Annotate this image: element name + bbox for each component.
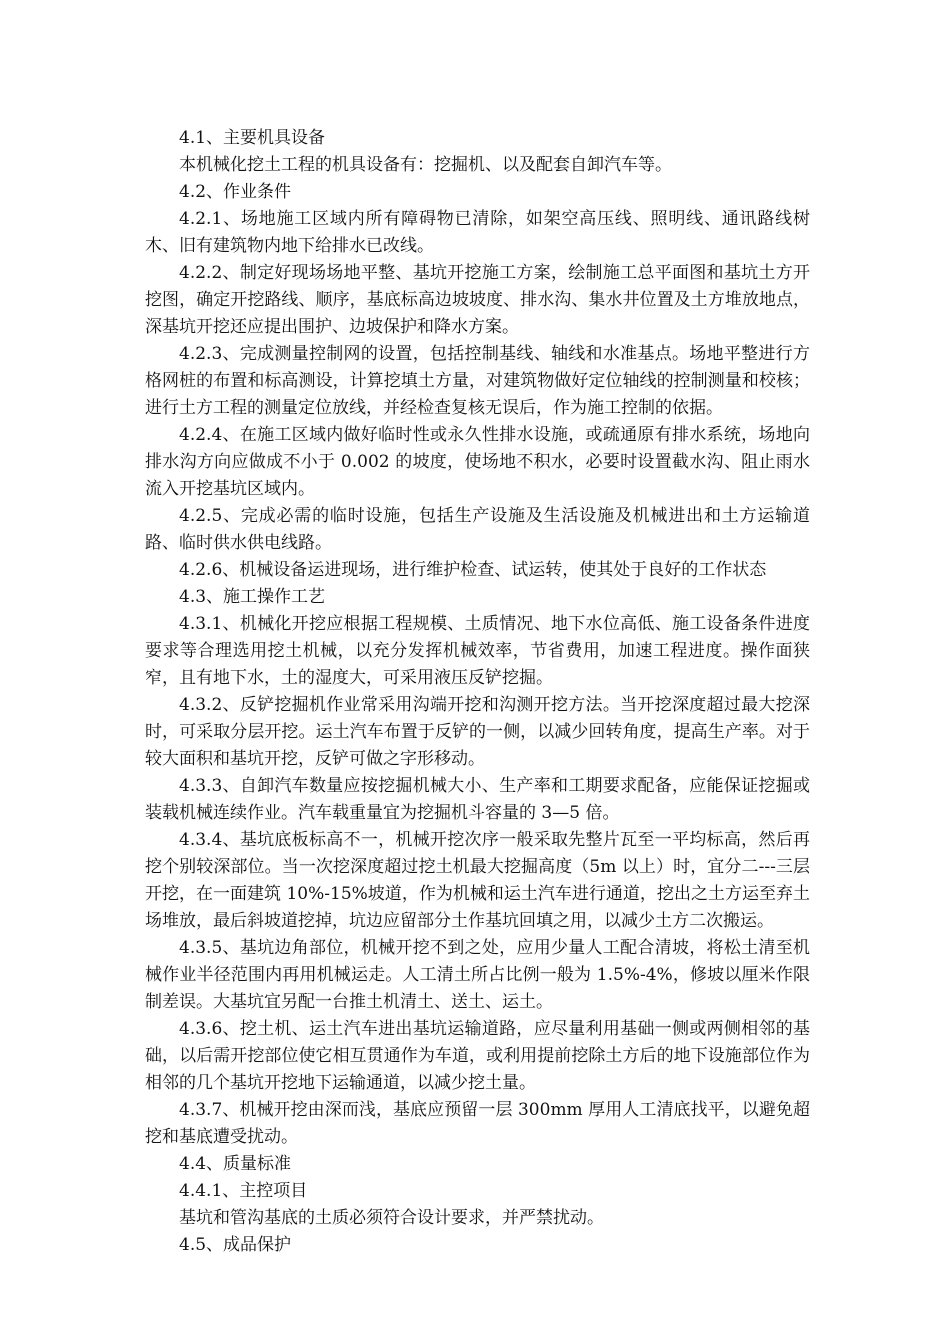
- paragraph-4-2-4: 4.2.4、在施工区域内做好临时性或永久性排水设施，或疏通原有排水系统，场地向排水沟方向应做成不小于 0.002 的坡度，使场地不积水，必要时设置截水沟、阻止雨水流入开挖基坑区域内。: [145, 425, 810, 499]
- paragraph-4-3-4: 4.3.4、基坑底板标高不一，机械开挖次序一般采取先整片瓦至一平均标高，然后再挖个别较深部位。当一次挖深度超过挖土机最大挖掘高度（5m 以上）时，宜分二---三层开挖，在一面建筑 10%-15%坡道，作为机械和运土汽车进行通道，挖出之土方运至弃土场堆放，最后斜坡道挖掉，坑边应留部分土作基坑回填之用，以减少土方二次搬运。: [145, 830, 810, 931]
- heading-4-4: 4.4、质量标准: [179, 1154, 292, 1174]
- paragraph-4-3-2: 4.3.2、反铲挖掘机作业常采用沟端开挖和沟测开挖方法。当开挖深度超过最大挖深时，可采取分层开挖。运土汽车布置于反铲的一侧，以减少回转角度，提高生产率。对于较大面积和基坑开挖，反铲可做之字形移动。: [145, 695, 810, 769]
- paragraph-4-2-3: 4.2.3、完成测量控制网的设置，包括控制基线、轴线和水准基点。场地平整进行方格网桩的布置和标高测设，计算挖填土方量，对建筑物做好定位轴线的控制测量和校核；进行土方工程的测量定位放线，并经检查复核无误后，作为施工控制的依据。: [145, 344, 810, 418]
- paragraph-4-2-2: 4.2.2、制定好现场场地平整、基坑开挖施工方案，绘制施工总平面图和基坑土方开挖图，确定开挖路线、顺序，基底标高边坡坡度、排水沟、集水井位置及土方堆放地点，深基坑开挖还应提出围护、边坡保护和降水方案。: [145, 263, 810, 337]
- heading-4-1: 4.1、主要机具设备: [179, 128, 326, 148]
- paragraph-4-3-3: 4.3.3、自卸汽车数量应按挖掘机械大小、生产率和工期要求配备，应能保证挖掘或装载机械连续作业。汽车载重量宜为挖掘机斗容量的 3—5 倍。: [145, 776, 810, 823]
- paragraph-equipment: 本机械化挖土工程的机具设备有：挖掘机、以及配套自卸汽车等。: [179, 155, 672, 175]
- paragraph-4-3-5: 4.3.5、基坑边角部位，机械开挖不到之处，应用少量人工配合清坡，将松土清至机械作业半径范围内再用机械运走。人工清土所占比例一般为 1.5%-4%，修坡以厘米作限制差误。大基坑宜另配一台推土机清土、送土、运土。: [145, 938, 810, 1012]
- paragraph-4-3-7: 4.3.7、机械开挖由深而浅，基底应预留一层 300mm 厚用人工清底找平，以避免超挖和基底遭受扰动。: [145, 1100, 810, 1147]
- paragraph-4-3-1: 4.3.1、机械化开挖应根据工程规模、土质情况、地下水位高低、施工设备条件进度要求等合理选用挖土机械，以充分发挥机械效率，节省费用，加速工程进度。操作面狭窄，且有地下水，土的湿度大，可采用液压反铲挖掘。: [145, 614, 810, 688]
- paragraph-4-3-6: 4.3.6、挖土机、运土汽车进出基坑运输道路，应尽量利用基础一侧或两侧相邻的基础，以后需开挖部位使它相互贯通作为车道，或利用提前挖除土方后的地下设施部位作为相邻的几个基坑开挖地下运输通道，以减少挖土量。: [145, 1019, 810, 1093]
- heading-4-3: 4.3、施工操作工艺: [179, 587, 326, 607]
- paragraph-4-2-6: 4.2.6、机械设备运进现场，进行维护检查、试运转，使其处于良好的工作状态: [179, 560, 767, 580]
- paragraph-4-2-5: 4.2.5、完成必需的临时设施，包括生产设施及生活设施及机械进出和土方运输道路、临时供水供电线路。: [145, 506, 810, 553]
- heading-4-4-1: 4.4.1、主控项目: [179, 1181, 308, 1201]
- paragraph-4-2-1: 4.2.1、场地施工区域内所有障碍物已清除，如架空高压线、照明线、通讯路线树木、旧有建筑物内地下给排水已改线。: [145, 209, 810, 256]
- heading-4-2: 4.2、作业条件: [179, 182, 292, 202]
- document-body: [145, 125, 810, 1259]
- heading-4-5: 4.5、成品保护: [179, 1235, 292, 1255]
- paragraph-main-control: 基坑和管沟基底的土质必须符合设计要求，并严禁扰动。: [179, 1208, 604, 1228]
